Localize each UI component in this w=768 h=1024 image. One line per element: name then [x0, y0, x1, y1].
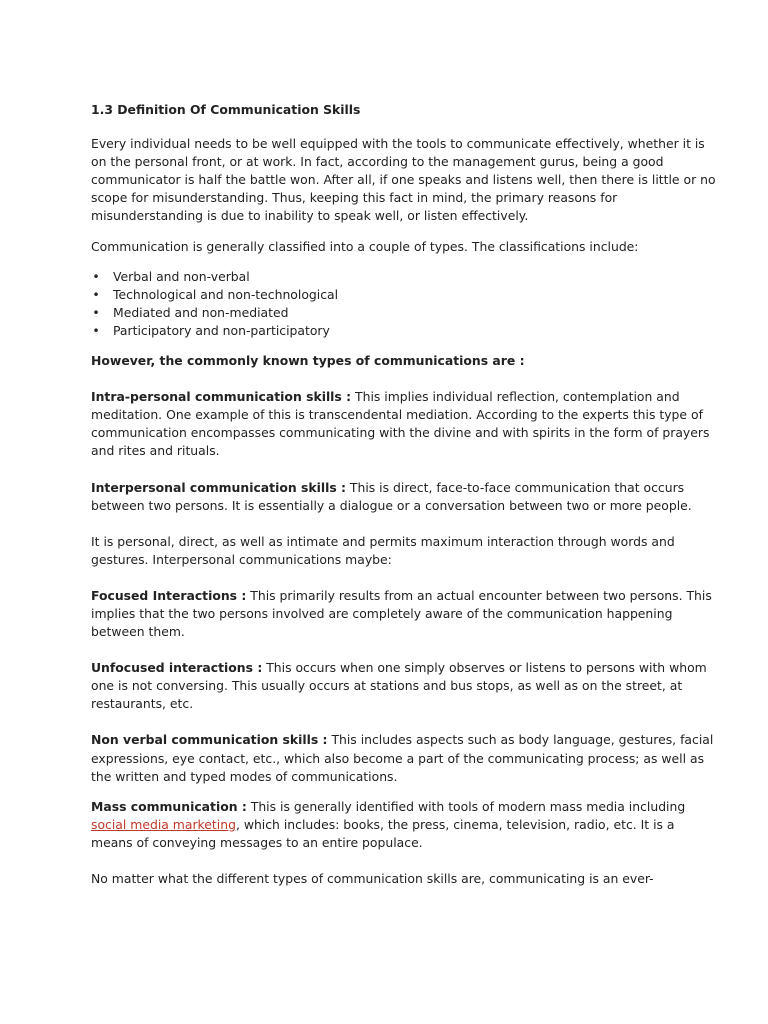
intrapersonal-paragraph: Intra-personal communication skills : This implies individual reflection, contemplation and meditation. One example of this is transcendental mediation. According to the experts this type of communication encompasses communicating with the divine and with spirits in the form of prayers and rites and rituals. — [91, 389, 710, 459]
nonverbal-term: Non verbal communication skills : — [91, 732, 328, 748]
focused-term: Focused Interactions : — [91, 587, 247, 603]
intrapersonal-term: Intra-personal communication skills : — [91, 389, 352, 405]
personal-paragraph: It is personal, direct, as well as intimate and permits maximum interaction through words and gestures. Interpersonal communications maybe: — [91, 533, 675, 567]
list-item: • Verbal and non-verbal — [113, 268, 718, 286]
list-item: • Technological and non-technological — [113, 286, 718, 304]
bullet-icon: • — [92, 268, 100, 284]
unfocused-paragraph: Unfocused interactions : This occurs when one simply observes or listens to persons with whom one is not conversing. This usually occurs at stations and bus stops, as well as on the street, at restaurants, etc. — [91, 660, 707, 712]
bullet-icon: • — [92, 304, 100, 320]
intro-paragraph: Every individual needs to be well equipped with the tools to communicate effectively, whether it is on the personal front, or at work. In fact, according to the management gurus, being a good communicator is half the battle won. After all, if one speaks and listens well, then there is little or no scope for misunderstanding. Thus, keeping this fact in mind, the primary reasons for misunderstanding is due to inability to speak well, or listen effectively. — [91, 136, 716, 224]
mass-communication-term: Mass communication : — [91, 798, 247, 814]
focused-paragraph: Focused Interactions : This primarily results from an actual encounter between two persons. This implies that the two persons involved are completely aware of the communication happening between them. — [91, 587, 712, 640]
classification-intro: Communication is generally classified into a couple of types. The classifications include: — [91, 238, 639, 254]
list-item: • Participatory and non-participatory — [113, 322, 718, 340]
section-heading: 1.3 Definition Of Communication Skills — [91, 102, 361, 117]
list-item: • Mediated and non-mediated — [113, 304, 718, 322]
mass-communication-paragraph: Mass communication : This is generally identified with tools of modern mass media including social media marketing, which includes: books, the press, cinema, television, radio, etc. It is a means of conveying messages to an entire populace. — [91, 798, 686, 850]
interpersonal-paragraph: Interpersonal communication skills : This is direct, face-to-face communication that occurs between two persons. It is essentially a dialogue or a conversation between two or more people. — [91, 479, 692, 513]
social-media-marketing-link[interactable]: social media marketing — [91, 816, 236, 832]
interpersonal-term: Interpersonal communication skills : — [91, 479, 346, 495]
bullet-icon: • — [92, 322, 100, 338]
unfocused-term: Unfocused interactions : — [91, 660, 263, 676]
nonverbal-paragraph: Non verbal communication skills : This includes aspects such as body language, gestures, facial expressions, eye contact, etc., which also become a part of the communicating process; as well as the written and typed modes of communications. — [91, 732, 714, 784]
classification-list — [91, 268, 718, 340]
closing-paragraph: No matter what the different types of communication skills are, communicating is an ever- — [91, 871, 654, 886]
bullet-icon: • — [92, 286, 100, 302]
common-types-heading: However, the commonly known types of communications are : — [91, 353, 525, 369]
